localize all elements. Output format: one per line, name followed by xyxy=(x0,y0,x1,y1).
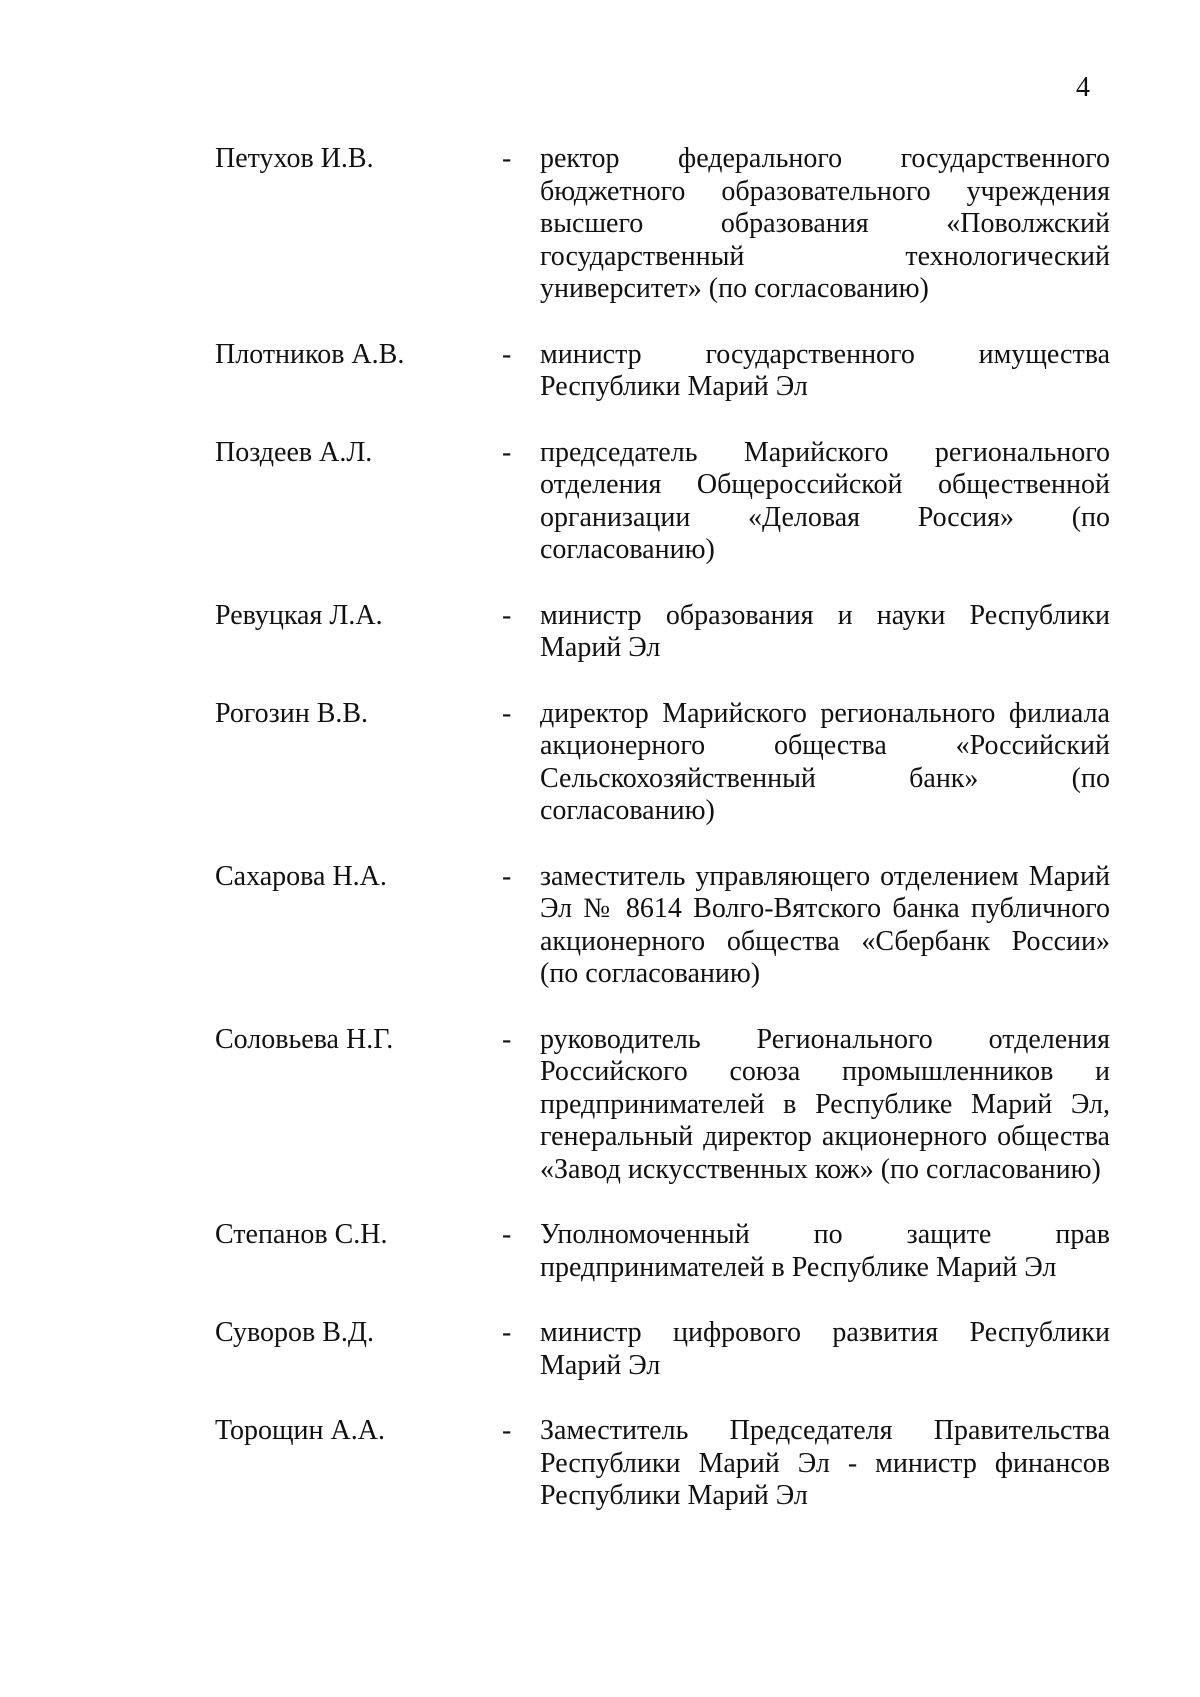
member-dash: - xyxy=(502,143,512,174)
member-position: министр образования и науки Республики Марий Эл xyxy=(540,599,1110,663)
member-dash: - xyxy=(502,697,512,729)
member-name: Степанов С.Н. xyxy=(215,1219,388,1250)
member-dash: - xyxy=(502,436,512,468)
member-name: Ревуцкая Л.А. xyxy=(215,599,383,631)
member-row xyxy=(0,1415,1200,1513)
member-row xyxy=(0,339,1200,404)
member-dash: - xyxy=(502,599,512,631)
member-name: Плотников А.В. xyxy=(215,338,405,370)
member-row xyxy=(0,1317,1200,1382)
member-dash: - xyxy=(502,338,512,370)
page-number: 4 xyxy=(1076,72,1090,103)
member-row xyxy=(0,861,1200,991)
member-row xyxy=(0,698,1200,828)
member-row xyxy=(0,600,1200,665)
member-position: министр цифрового развития Республики Марий Эл xyxy=(540,1317,1110,1381)
member-row xyxy=(0,1024,1200,1187)
member-dash: - xyxy=(502,860,512,892)
member-name: Соловьева Н.Г. xyxy=(215,1023,394,1055)
member-position: директор Марийского регионального филиала акционерного общества «Российский Сельскохозяйственный банк» (по согласованию) xyxy=(540,697,1110,826)
member-name: Петухов И.В. xyxy=(215,143,374,174)
member-position: министр государственного имущества Республики Марий Эл xyxy=(540,338,1110,402)
member-position: Заместитель Председателя Правительства Республики Марий Эл - министр финансов Республики Марий Эл xyxy=(540,1415,1110,1511)
member-dash: - xyxy=(502,1023,512,1055)
member-dash: - xyxy=(502,1415,512,1446)
member-position: Уполномоченный по защите прав предпринимателей в Республике Марий Эл xyxy=(540,1219,1110,1283)
member-position: заместитель управляющего отделением Марий Эл № 8614 Волго-Вятского банка публичного акционерного общества «Сбербанк России» (по согласованию) xyxy=(540,860,1110,989)
member-row xyxy=(0,1219,1200,1284)
member-position: ректор федерального государственного бюджетного образовательного учреждения высшего образования «Поволжский государственный технологический университет» (по согласованию) xyxy=(540,143,1110,304)
member-row xyxy=(0,437,1200,567)
member-position: председатель Марийского регионального отделения Общероссийской общественной организации «Деловая Россия» (по согласованию) xyxy=(540,436,1110,565)
member-name: Рогозин В.В. xyxy=(215,697,369,729)
members-list xyxy=(0,143,1200,1513)
member-name: Торощин А.А. xyxy=(215,1415,385,1446)
member-name: Сахарова Н.А. xyxy=(215,860,387,892)
member-position: руководитель Регионального отделения Российского союза промышленников и предпринимателей в Республике Марий Эл, генеральный директор акционерного общества «Завод искусственных кож» (по согласованию) xyxy=(540,1023,1110,1185)
member-name: Поздеев А.Л. xyxy=(215,436,373,468)
member-dash: - xyxy=(502,1317,512,1348)
member-name: Суворов В.Д. xyxy=(215,1317,375,1348)
member-dash: - xyxy=(502,1219,512,1250)
member-row xyxy=(0,143,1200,306)
